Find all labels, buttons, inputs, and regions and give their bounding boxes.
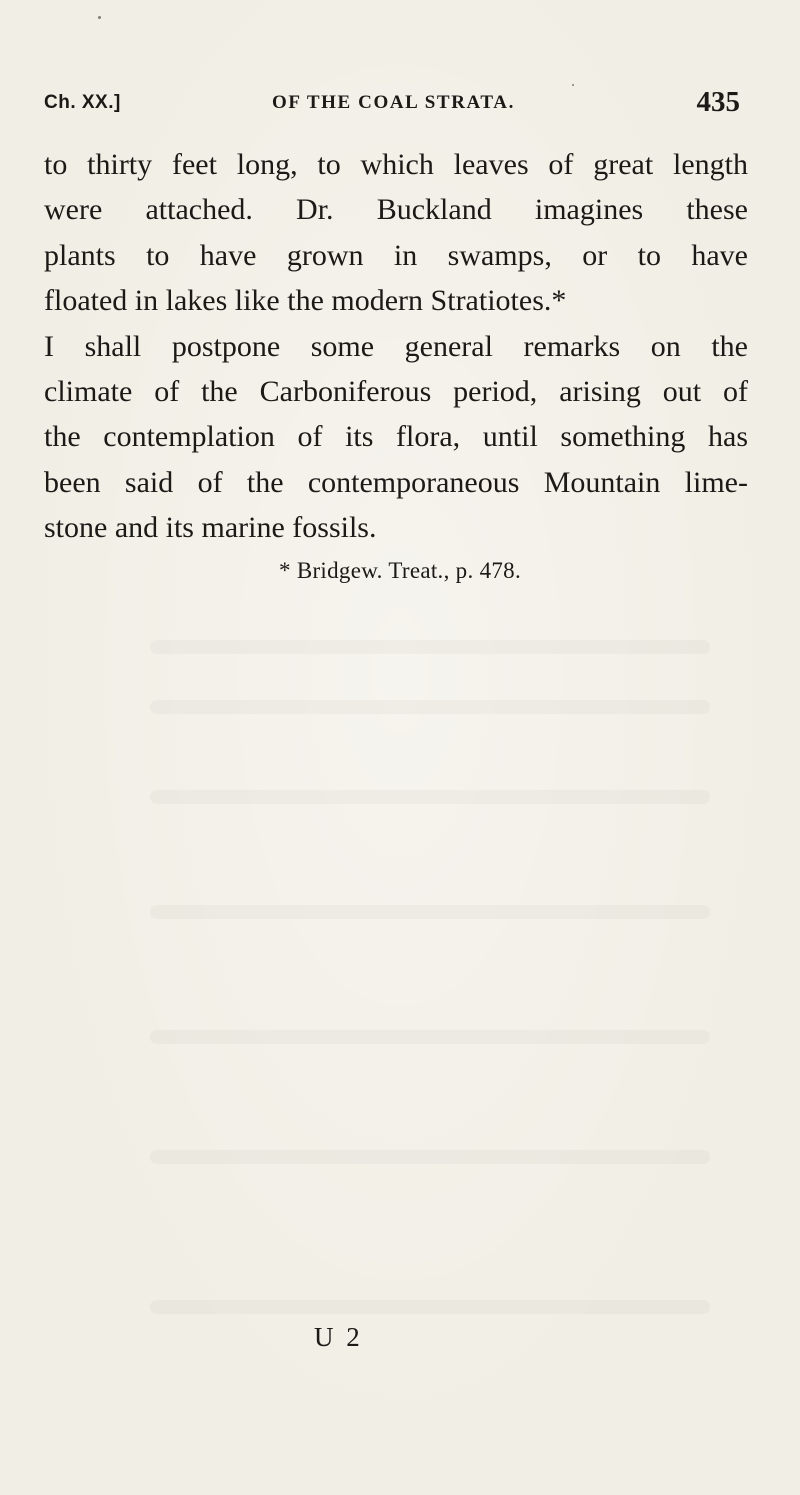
text-line: were attached. Dr. Buckland imagines these (44, 193, 748, 227)
text-line: floated in lakes like the modern Stratiotes.* (44, 284, 567, 318)
page-number: 435 (696, 86, 740, 118)
text-line: to thirty feet long, to which leaves of great length (44, 148, 748, 181)
bleed-through (150, 1150, 710, 1164)
chapter-label: Ch. XX.] (44, 92, 121, 113)
text-line: climate of the Carboniferous period, arising out of (44, 374, 748, 408)
bleed-through (150, 790, 710, 804)
text-line: stone and its marine fossils. (44, 511, 377, 545)
bleed-through (150, 1300, 710, 1314)
bleed-through (150, 905, 710, 919)
ink-speck (98, 16, 101, 19)
bleed-through (150, 700, 710, 714)
text-line: the contemplation of its flora, until something has (44, 420, 748, 454)
body-text (44, 142, 748, 551)
running-header (44, 88, 748, 120)
bleed-through (150, 1030, 710, 1044)
text-line: been said of the contemporaneous Mountain lime- (44, 465, 748, 499)
text-line: I shall postpone some general remarks on the (44, 329, 748, 363)
footnote: * Bridgew. Treat., p. 478. (278, 558, 522, 583)
signature-mark: U 2 (314, 1322, 363, 1352)
running-title: OF THE COAL STRATA. (272, 92, 515, 113)
text-line: plants to have grown in swamps, or to have (44, 238, 748, 272)
ink-speck (572, 84, 574, 86)
bleed-through (150, 640, 710, 654)
